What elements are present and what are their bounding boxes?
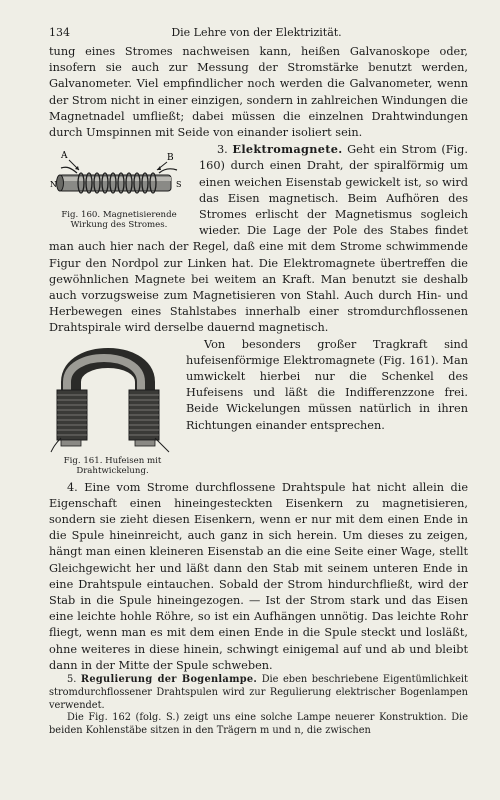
horseshoe-paragraph: Von besonders großer Tragkraft sind hufeisenförmige Elektromagnete (Fig. 161). Man umwickelt hierbei nur die Schenkel des Hufeisens und läßt die Indifferenzzone frei. Beide Wickelungen müssen natürlich in ihren Richtungen einander entsprechen. [186,337,468,432]
coil-on-iron-rod-illustration [49,146,189,208]
label-a: A [61,151,68,162]
page-number: 134 [49,26,70,39]
section-3-number: 3. [217,143,228,157]
figure-160 [49,146,189,230]
label-b: B [167,153,174,164]
section-5-number: 5. [67,674,77,686]
figure-161-caption: Fig. 161. Hufeisen mit Drahtwickelung. [63,455,162,476]
section-5-text: Die eben beschriebene Eigentümlichkeit stromdurchflossener Drahtspulen wird zur Regulierung elektrischer Bogenlampen verwendet. [49,674,468,711]
label-n: N [50,180,57,190]
label-s: S [176,180,182,190]
intro-paragraph: tung eines Stromes nachweisen kann, heißen Galvanoskope oder, insofern sie auch zur Messung der Stromstärke benutzt werden, Galvanometer. Viel empfindlicher noch werden die Galvanometer, wenn der Strom nicht in einer einzigen, sondern in zahlreichen Windungen die Magnetnadel umfließt; dabei müssen die einzelnen Drahtwindungen durch Umspinnen mit Seide von einander isoliert sein. [49,45,468,140]
page-header [49,26,464,40]
figure-161 [49,342,176,478]
page-body [49,44,468,738]
section-4-text: Eine vom Strome durchflossene Drahtspule hat nicht allein die Eigenschaft einen hineingesteckten Eisenkern zu magnetisieren, sondern sie zieht diesen Eisenkern, wenn er nur mit dem einen Ende in die Spule hineinreicht, auch ganz in sich herein. Um dieses zu zeigen, hängt man einen kleineren Eisenstab an die eine Seite einer Wage, stellt Gleichgewicht her und läßt dann den Stab mit seinem unteren Ende in eine Drahtspule eintauchen. Sobald der Strom hindurchfließt, wird der Stab in die Spule hineingezogen. — Ist der Strom stark und das Eisen eine leichte hohle Röhre, so ist ein Aufhängen unnötig. Das leichte Rohr fliegt, wenn man es mit dem einen Ende in die Spule steckt und losläßt, ohne weiteres in diese hinein, schwingt einigemal auf und ab und bleibt dann in der Mitte der Spule schweben. [49,480,469,672]
section-3-text: Geht ein Strom (Fig. 160) durch einen Draht, der spiralförmig um einen weichen Eisenstab gewickelt ist, so wird das Eisen magnetisch. Beim Aufhören des Stromes erlischt der Magnetismus sogleich wieder. Die Lage der Pole des Stabes findet man auch hier nach der Regel, daß eine mit dem Strome schwimmende Figur den Nordpol zur Linken hat. Die Elektromagnete übertreffen die gewöhnlichen Magnete bei weitem an Kraft. Man benutzt sie deshalb auch vorzugsweise zum Magnetisieren von Stahl. Auch durch Hin- und Herbewegen eines Stahlstabes innerhalb einer stromdurchflossenen Drahtspirale wird derselbe dauernd magnetisch. [49,143,468,335]
figure-160-caption: Fig. 160. Magnetisierende Wirkung des Stromes. [61,210,177,231]
section-4-number: 4. [67,480,78,494]
horseshoe-magnet-illustration [49,342,176,454]
running-title: Die Lehre von der Elektrizität. [171,26,342,39]
section-3-heading: Elektromagnete. [232,142,343,157]
section-5-heading: Regulierung der Bogenlampe. [80,674,258,686]
section-5-paragraph [49,674,468,712]
section-5-continuation: Die Fig. 162 (folg. S.) zeigt uns eine solche Lampe neuerer Konstruktion. Die beiden Kohlenstäbe sitzen in den Trägern m und n, die zwischen [49,712,468,737]
section-4-paragraph [49,480,468,674]
